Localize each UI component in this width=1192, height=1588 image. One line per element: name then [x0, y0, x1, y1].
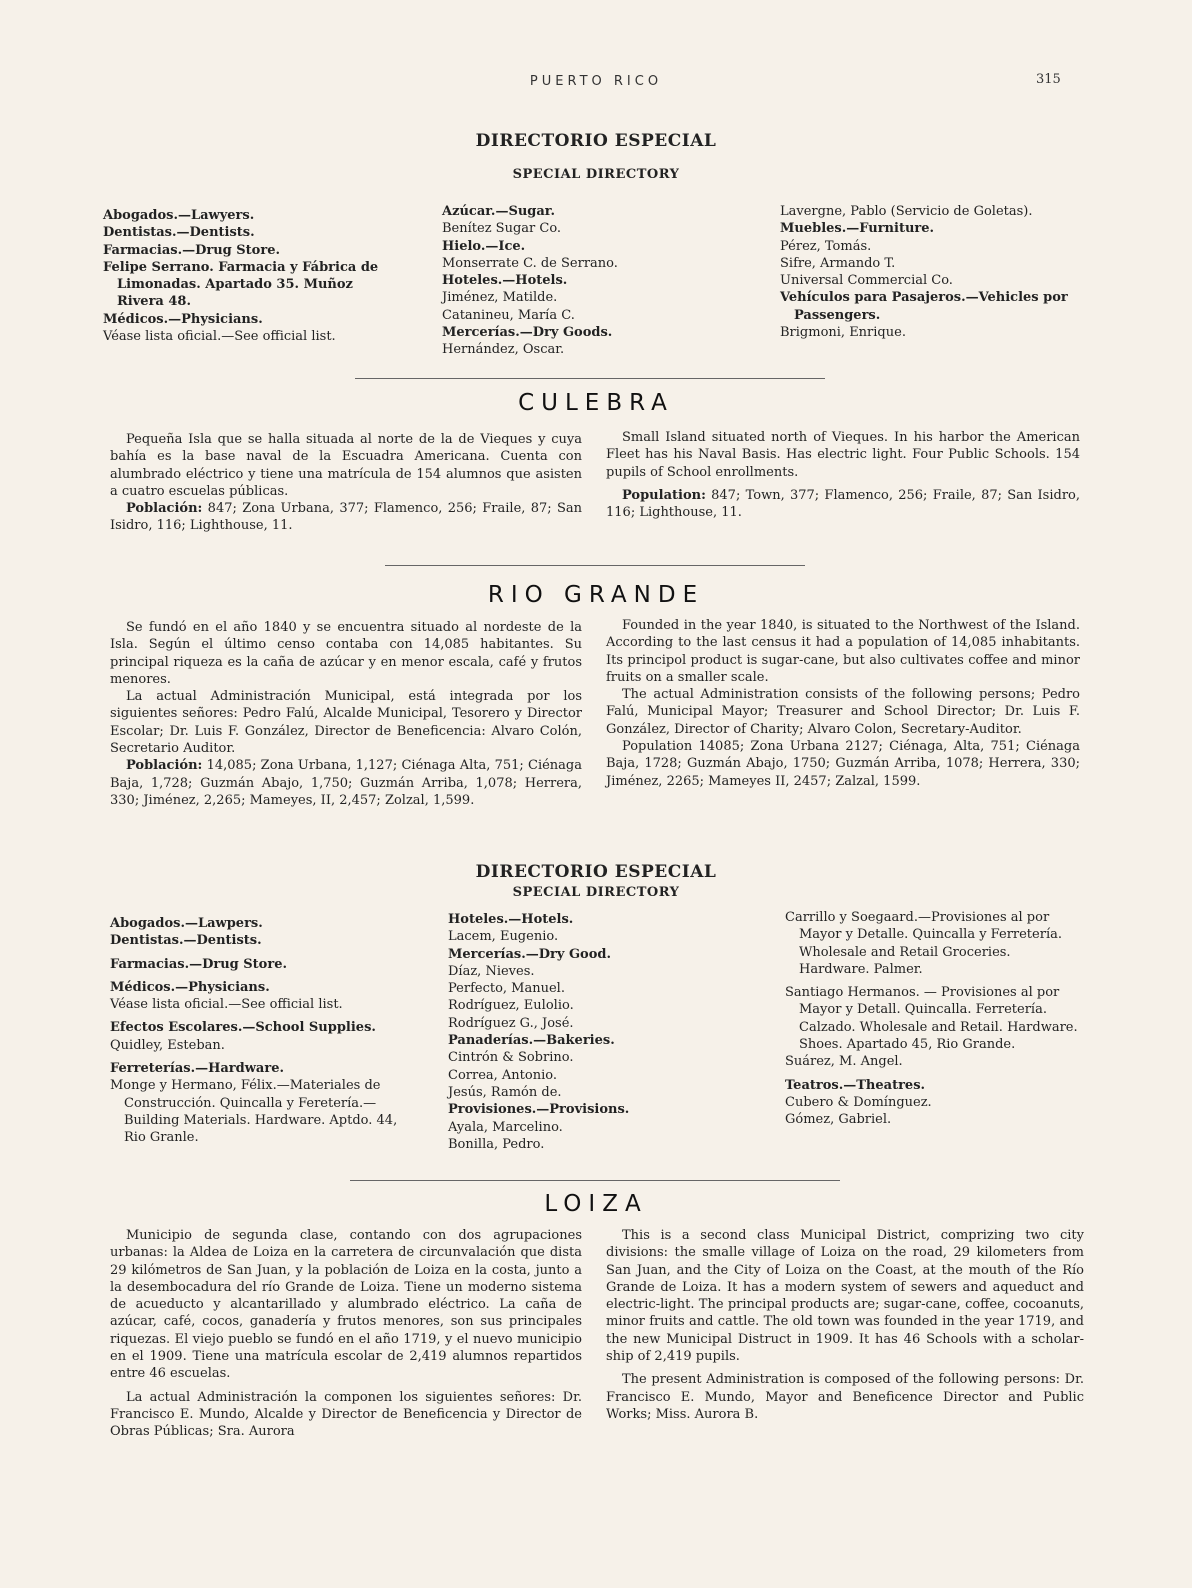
directory-entry: Monserrate C. de Serrano. [442, 255, 618, 271]
directory-entry: Hernández, Oscar. [442, 342, 565, 358]
culebra-english-text [606, 429, 1080, 521]
directory-category: Médicos.—Physicians. [103, 311, 263, 327]
directory-column-3 [780, 203, 1080, 341]
directory-category: Efectos Escolares.—School Supplies. [110, 1020, 376, 1036]
culebra-es-paragraph: Pequeña Isla que se halla situada al norte de la de Vieques y cuya bahía es la base naval de la Escuadra Americana. Cuenta con alumbrado eléctrico y tiene una matrícula de 154 alumnos que asisten a cuatro escuelas públicas. [110, 432, 582, 499]
directory-category: Ferreterías.—Hardware. [110, 1061, 284, 1077]
directory-entry: Pérez, Tomás. [780, 238, 872, 254]
directory-entry: Véase lista oficial.—See official list. [103, 329, 336, 345]
directory-entry: Rodríguez, Eulolio. [448, 998, 574, 1014]
directory-category: Abogados.—Lawyers. [103, 208, 255, 223]
page-number: 315 [1036, 72, 1061, 87]
directory-category: Hielo.—Ice. [442, 238, 526, 254]
directory-entry: Cubero & Domínguez. [785, 1094, 932, 1110]
directory-entry: Quidley, Esteban. [110, 1037, 225, 1053]
directory-title: DIRECTORIO ESPECIAL [475, 131, 717, 151]
rio-grande-en-p2: The actual Administration consists of the following persons; Pedro Falú, Municipal Mayor; Treasurer and School Director; Dr. Luis F. González, Director of Charity; Alvaro Colon, Secretary-Auditor. [606, 687, 1080, 737]
section-divider [355, 378, 825, 379]
directory-category: Panaderías.—Bakeries. [448, 1033, 615, 1049]
directory-entry: Correa, Antonio. [448, 1067, 557, 1083]
culebra-spanish-text [110, 431, 582, 535]
directory-entry: Felipe Serrano. Farmacia y Fábrica de Limonadas. Apartado 35. Muñoz Rivera 48. [103, 259, 379, 310]
directory-column-1 [110, 915, 412, 1147]
directory-entry: Cintrón & Sobrino. [448, 1050, 574, 1066]
directory-category: Hoteles.—Hotels. [448, 912, 574, 927]
rio-grande-es-pop: 14,085; Zona Urbana, 1,127; Ciénaga Alta, 751; Ciénaga Baja, 1,728; Guzmán Abajo, 1,750; Guzmán Arriba, 1,078; Herrera, 330; Jiménez, 2,265; Mameyes, II, 2,457; Zolzal, 1,599. [110, 758, 583, 808]
loiza-es-p1: Municipio de segunda clase, contando con dos agrupaciones urbanas: la Aldea de Loiza en la carretera de circunvalación que dista 29 kilómetros de San Juan, y la población de Loiza en la costa, junto a la desembocadura del río Grande de Loiza. Tiene un moderno sistema de acueducto y alcantarillado y alumbrado eléctrico. La caña de azúcar, café, cocos, ganadería y frutos menores, son sus principales riquezas. El viejo pueblo se fundó en el año 1719, y el nuevo municipio en el 1909. Tiene una matrícula escolar de 2,419 alumnos repartidos entre 46 escuelas. [110, 1228, 582, 1382]
directory-category: Dentistas.—Dentists. [110, 933, 262, 949]
directory-title: DIRECTORIO ESPECIAL [475, 862, 717, 882]
directory-column-3 [785, 909, 1085, 1129]
loiza-english-text [606, 1227, 1084, 1429]
directory-subtitle: SPECIAL DIRECTORY [512, 167, 680, 182]
directory-entry: Benítez Sugar Co. [442, 221, 562, 237]
rio-grande-es-p2: La actual Administración Municipal, está integrada por los siguientes señores: Pedro Falú, Alcalde Municipal, Tesorero y Director Escolar; Dr. Luis F. González, Director de Beneficencia: Alvaro Colón, Secretario Auditor. [110, 689, 582, 757]
directory-category: Abogados.—Lawpers. [110, 916, 263, 931]
section-title-culebra: CULEBRA [518, 390, 674, 416]
loiza-es-p2: La actual Administración la componen los siguientes señores: Dr. Francisco E. Mundo, Alcalde y Director de Beneficencia y Director de Obras Públicas; Sra. Aurora [110, 1389, 582, 1440]
rio-grande-es-pop-label: Población: [126, 758, 203, 774]
directory-entry: Ayala, Marcelino. [448, 1119, 563, 1135]
directory-entry: Díaz, Nieves. [448, 963, 535, 979]
loiza-spanish-text [110, 1227, 582, 1447]
directory-column-2 [442, 203, 712, 359]
directory-category: Muebles.—Furniture. [780, 221, 935, 237]
culebra-en-paragraph: Small Island situated north of Vieques. In his harbor the American Fleet has his Naval Basis. Has electric light. Four Public Schools. 154 pupils of School enrollments. [606, 430, 1080, 480]
directory-entry: Véase lista oficial.—See official list. [110, 997, 343, 1013]
culebra-en-pop-label: Population: [622, 487, 706, 503]
rio-grande-en-p3: Population 14085; Zona Urbana 2127; Ciénaga, Alta, 751; Ciénaga Baja, 1728; Guzmán Abajo, 1750; Guzmán Arriba, 1078; Herrera, 330; Jiménez, 2265; Mameyes II, 2457; Zalzal, 1599. [606, 739, 1080, 789]
running-header: PUERTO RICO [529, 74, 663, 89]
section-divider [350, 1180, 840, 1181]
directory-entry: Brigmoni, Enrique. [780, 325, 906, 341]
directory-column-2 [448, 911, 738, 1153]
rio-grande-spanish-text [110, 619, 582, 809]
rio-grande-en-p1: Founded in the year 1840, is situated to the Northwest of the Island. According to the last census it had a population of 14,085 inhabitants. Its principol product is sugar-cane, but also cultivates coffee and minor fruits on a smaller scale. [606, 618, 1080, 685]
directory-category: Teatros.—Theatres. [785, 1077, 926, 1093]
directory-subtitle: SPECIAL DIRECTORY [512, 885, 680, 900]
directory-category: Farmacias.—Drug Store. [103, 242, 280, 258]
loiza-en-p1: This is a second class Municipal District, comprizing two city divisions: the smalle village of Loiza on the road, 29 kilometers from San Juan, and the City of Loiza on the Coast, at the mouth of the Río Grande de Loiza. It has a modern system of sewers and aqueduct and electric-light. The principal products are; sugar-cane, coffee, cocoanuts, minor fruits and cattle. The old town was founded in the year 1719, and the new Municipal Distruct in 1909. It has 46 Schools with a scholar-ship of 2,419 pupils. [606, 1228, 1084, 1365]
section-divider [385, 565, 805, 566]
directory-entry: Universal Commercial Co. [780, 273, 953, 289]
directory-entry: Jesús, Ramón de. [448, 1084, 562, 1100]
directory-entry: Monge y Hermano, Félix.—Materiales de Construcción. Quincalla y Feretería.—Building Materials. Hardware. Aptdo. 44, Rio Granle. [110, 1078, 398, 1146]
directory-category: Azúcar.—Sugar. [442, 204, 555, 219]
rio-grande-es-p1: Se fundó en el año 1840 y se encuentra situado al nordeste de la Isla. Según el último censo contaba con 14,085 habitantes. Su principal riqueza es la caña de azúcar y en menor escala, café y frutos menores. [110, 620, 582, 687]
culebra-en-pop: 847; Town, 377; Flamenco, 256; Fraile, 87; San Isidro, 116; Lighthouse, 11. [606, 487, 1080, 521]
culebra-es-pop: 847; Zona Urbana, 377; Flamenco, 256; Fraile, 87; San Isidro, 116; Lighthouse, 11. [110, 501, 582, 534]
loiza-en-p2: The present Administration is composed of the following persons: Dr. Francisco E. Mundo, Mayor and Beneficence Director and Public Works; Miss. Aurora B. [606, 1372, 1084, 1422]
directory-entry: Perfecto, Manuel. [448, 981, 565, 997]
directory-category: Dentistas.—Dentists. [103, 225, 255, 241]
directory-category: Vehículos para Pasajeros.—Vehicles por Passengers. [780, 290, 1068, 323]
directory-entry: Rodríguez G., José. [448, 1015, 574, 1031]
culebra-es-pop-label: Población: [126, 501, 203, 517]
directory-category: Provisiones.—Provisions. [448, 1102, 630, 1118]
directory-column-1 [103, 207, 403, 345]
directory-category: Médicos.—Physicians. [110, 979, 270, 995]
directory-category: Mercerías.—Dry Good. [448, 946, 612, 962]
section-title-rio-grande: RIO GRANDE [487, 582, 705, 608]
directory-entry: Lavergne, Pablo (Servicio de Goletas). [780, 204, 1033, 219]
directory-entry: Suárez, M. Angel. [785, 1054, 903, 1070]
directory-entry: Bonilla, Pedro. [448, 1136, 545, 1152]
directory-entry: Catanineu, María C. [442, 307, 575, 323]
rio-grande-english-text [606, 617, 1080, 790]
directory-category: Farmacias.—Drug Store. [110, 956, 287, 972]
section-title-loiza: LOIZA [544, 1191, 648, 1217]
directory-entry: Gómez, Gabriel. [785, 1112, 892, 1128]
directory-category: Mercerías.—Dry Goods. [442, 325, 613, 341]
directory-entry: Sifre, Armando T. [780, 255, 896, 271]
directory-entry: Santiago Hermanos. — Provisiones al por Mayor y Detall. Quincalla. Ferretería. Calzado. Wholesale and Retail. Hardware. Shoes. Apartado 45, Rio Grande. [785, 985, 1078, 1053]
directory-entry: Carrillo y Soegaard.—Provisiones al por Mayor y Detalle. Quincalla y Ferretería. Wholesale and Retail Groceries. Hardware. Palmer. [785, 910, 1062, 977]
directory-category: Hoteles.—Hotels. [442, 273, 568, 289]
directory-entry: Lacem, Eugenio. [448, 929, 559, 945]
directory-entry: Jiménez, Matilde. [442, 290, 558, 306]
